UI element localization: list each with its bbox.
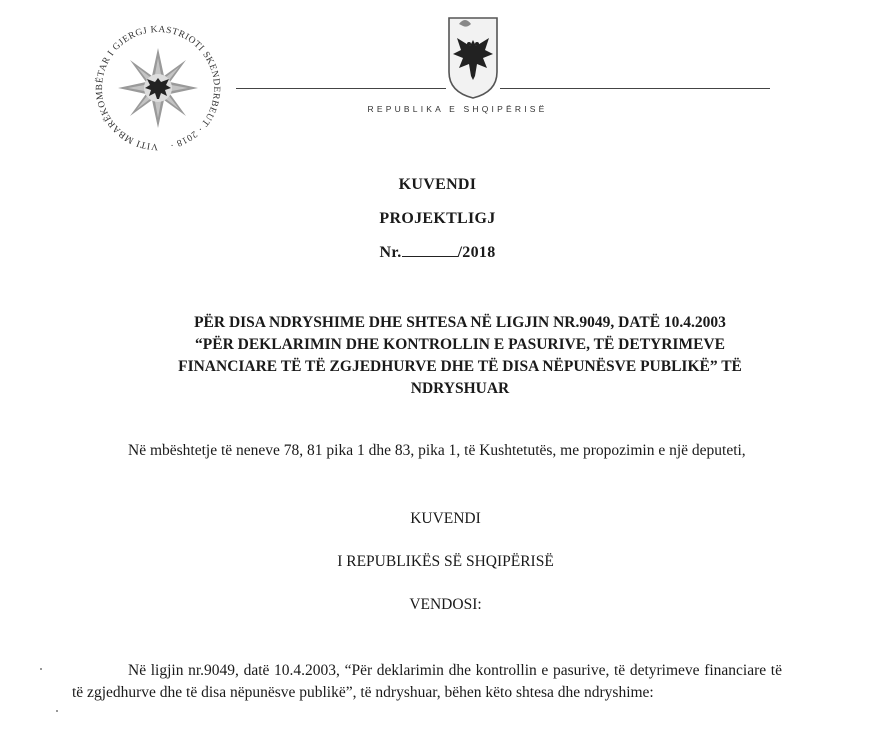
assembly-heading-republic: I REPUBLIKËS SË SHQIPËRISË bbox=[337, 553, 554, 570]
anniversary-seal bbox=[78, 14, 238, 164]
header-rule-right bbox=[500, 88, 770, 89]
body-paragraph: Në ligjin nr.9049, datë 10.4.2003, “Për deklarimin dhe kontrollin e pasurive, të detyrimeve financiare të të zgjedhurve dhe të disa nëpunësve publikë”, të ndryshuar, bëhen këto shtesa dhe ndryshime: bbox=[72, 662, 782, 701]
republic-label: REPUBLIKA E SHQIPËRISË bbox=[367, 104, 548, 114]
scan-speck bbox=[40, 668, 42, 670]
decides-heading: VENDOSI: bbox=[409, 596, 482, 613]
assembly-heading: KUVENDI bbox=[410, 510, 481, 527]
institution-heading: KUVENDI bbox=[398, 176, 477, 193]
scan-speck bbox=[56, 710, 58, 712]
law-title bbox=[90, 312, 830, 400]
law-title-line: FINANCIARE TË TË ZGJEDHURVE DHE TË DISA NËPUNËSVE PUBLIKË” TË bbox=[178, 358, 742, 375]
coat-of-arms-icon bbox=[445, 14, 501, 100]
header-rule-left bbox=[236, 88, 446, 89]
doc-number-suffix: /2018 bbox=[457, 244, 496, 261]
doc-number bbox=[0, 244, 875, 262]
preamble-paragraph: Në mbështetje të neneve 78, 81 pika 1 dhe 83, pika 1, të Kushtetutës, me propozimin e një deputeti, bbox=[128, 442, 746, 459]
law-title-line: NDRYSHUAR bbox=[410, 380, 510, 397]
star-icon bbox=[118, 48, 198, 128]
seal-text: VITI MBARËKOMBËTAR I GJERGJ KASTRIOTI SKENDERBEUT · 2018 · bbox=[94, 24, 222, 152]
law-title-line: “PËR DEKLARIMIN DHE KONTROLLIN E PASURIVE, TË DETYRIMEVE bbox=[195, 336, 725, 353]
doc-number-blank bbox=[402, 244, 458, 257]
doc-type-heading: PROJEKTLIGJ bbox=[379, 210, 496, 227]
doc-number-prefix: Nr. bbox=[379, 244, 402, 261]
law-title-line: PËR DISA NDRYSHIME DHE SHTESA NË LIGJIN NR.9049, DATË 10.4.2003 bbox=[194, 314, 726, 331]
